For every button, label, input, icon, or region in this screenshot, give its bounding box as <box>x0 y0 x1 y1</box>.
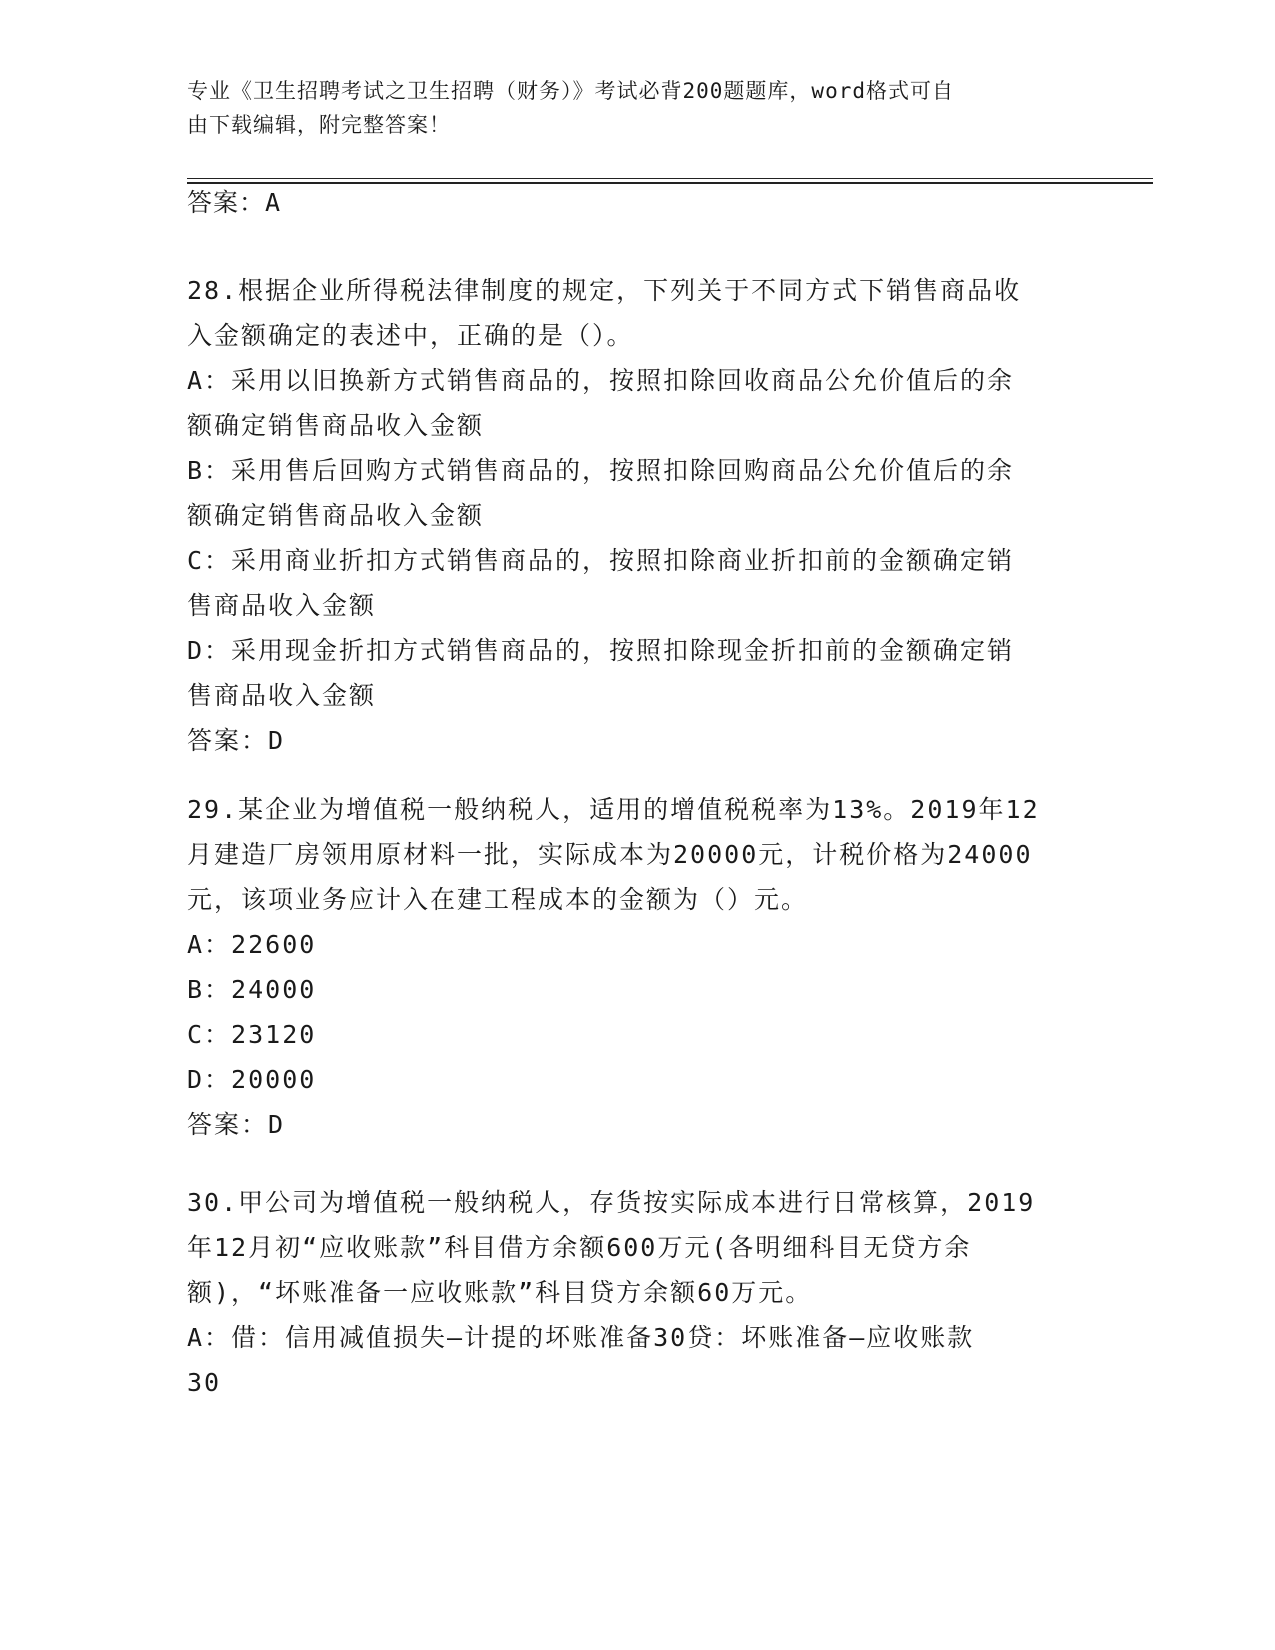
q28-option-b-line-1: B：采用售后回购方式销售商品的，按照扣除回购商品公允价值后的余 <box>187 456 1015 485</box>
answer-label-q27: 答案：A <box>187 188 282 217</box>
q29-option-d: D：20000 <box>187 1065 317 1094</box>
q28-option-d-line-1: D：采用现金折扣方式销售商品的，按照扣除现金折扣前的金额确定销 <box>187 636 1015 665</box>
q28-option-c-line-2: 售商品收入金额 <box>187 591 377 620</box>
q29-option-c: C：23120 <box>187 1020 317 1049</box>
q30-option-a-line-2: 30 <box>187 1368 222 1397</box>
q28-option-d-line-2: 售商品收入金额 <box>187 681 377 710</box>
header-line-2: 由下载编辑，附完整答案！ <box>187 113 451 137</box>
q29-option-b: B：24000 <box>187 975 317 1004</box>
q28-option-a-line-1: A：采用以旧换新方式销售商品的，按照扣除回收商品公允价值后的余 <box>187 366 1015 395</box>
q30-stem-line-2: 年12月初“应收账款”科目借方余额600万元(各明细科目无贷方余 <box>187 1233 972 1262</box>
q29-option-a: A：22600 <box>187 930 317 959</box>
q30-stem-line-1: 30.甲公司为增值税一般纳税人，存货按实际成本进行日常核算，2019 <box>187 1188 1036 1217</box>
q28-option-c-line-1: C：采用商业折扣方式销售商品的，按照扣除商业折扣前的金额确定销 <box>187 546 1015 575</box>
q30-option-a-line-1: A：借：信用减值损失—计提的坏账准备30贷：坏账准备—应收账款 <box>187 1323 975 1352</box>
question-29 <box>187 787 1087 1147</box>
q29-stem-line-3: 元，该项业务应计入在建工程成本的金额为（）元。 <box>187 885 809 914</box>
q28-option-a-line-2: 额确定销售商品收入金额 <box>187 411 485 440</box>
header-line-1: 专业《卫生招聘考试之卫生招聘（财务）》考试必背200题题库，word格式可自 <box>187 79 954 103</box>
q29-stem-line-1: 29.某企业为增值税一般纳税人，适用的增值税税率为13%。2019年12 <box>187 795 1040 824</box>
question-30 <box>187 1180 1087 1405</box>
q29-stem-line-2: 月建造厂房领用原材料一批，实际成本为20000元，计税价格为24000 <box>187 840 1033 869</box>
q28-answer: 答案：D <box>187 726 286 755</box>
q28-option-b-line-2: 额确定销售商品收入金额 <box>187 501 485 530</box>
header-divider-thick <box>187 182 1153 184</box>
q28-stem-line-2: 入金额确定的表述中，正确的是（）。 <box>187 321 634 350</box>
question-28 <box>187 268 1087 763</box>
document-header <box>187 74 1067 142</box>
header-divider-thin <box>187 178 1153 179</box>
q28-stem-line-1: 28.根据企业所得税法律制度的规定，下列关于不同方式下销售商品收 <box>187 276 1022 305</box>
q29-answer: 答案：D <box>187 1110 286 1139</box>
q30-stem-line-3: 额)，“坏账准备一应收账款”科目贷方余额60万元。 <box>187 1278 813 1307</box>
